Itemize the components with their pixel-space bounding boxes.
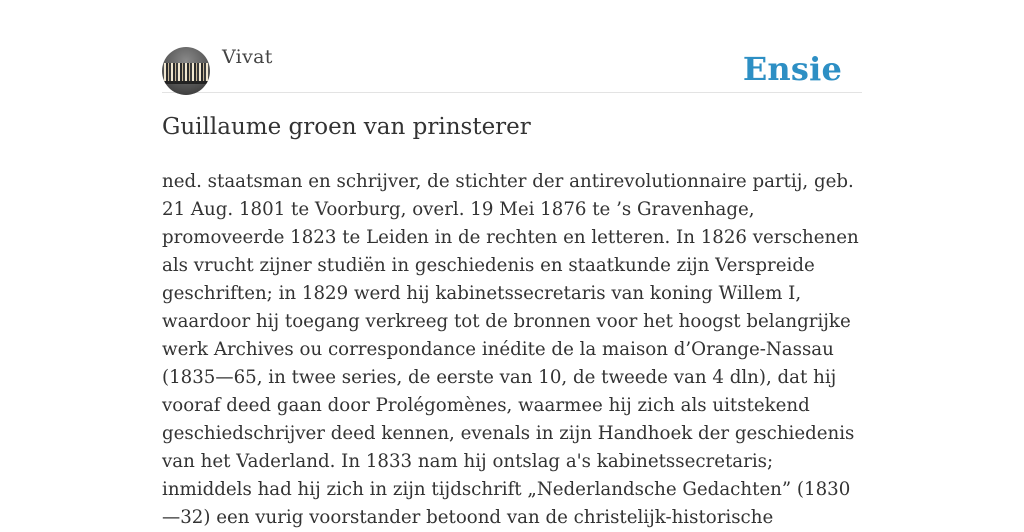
shelf-line — [162, 81, 210, 84]
article-title: Guillaume groen van prinsterer — [162, 114, 531, 140]
page — [162, 0, 862, 528]
ensie-logo[interactable]: Ensie — [742, 50, 842, 88]
article-body: ned. staatsman en schrijver, de stichter der antirevolutionnaire partij, geb. 21 Aug. 1801 te Voorburg, overl. 19 Mei 1876 te ’s Gravenhage, promoveerde 1823 te Leiden in de rechten en letteren. In 1826 verschenen als vrucht zijner studiën in geschiedenis en staatkunde zijn Verspreide geschriften; in 1829 werd hij kabinetssecretaris van koning Willem I, waardoor hij toegang verkreeg tot de bronnen voor het hoogst belangrijke werk Archives ou correspondance inédite de la maison d’Orange-Nassau (1835—65, in twee series, de eerste van 10, de tweede van 4 dln), dat hij vooraf deed gaan door Prolégomènes, waarmee hij zich als uitstekend geschiedschrijver deed kennen, evenals in zijn Handhoek der geschiedenis van het Vaderland. In 1833 nam hij ontslag a's kabinetssecretaris; inmiddels had hij zich in zijn tijdschrift „Nederlandsche Gedachten” (1830—32) een vurig voorstander betoond van de christelijk-historische — [162, 171, 859, 528]
header — [162, 0, 862, 93]
bookshelf-icon — [164, 63, 208, 81]
site-name[interactable]: Vivat — [222, 46, 273, 68]
avatar[interactable] — [162, 47, 210, 95]
